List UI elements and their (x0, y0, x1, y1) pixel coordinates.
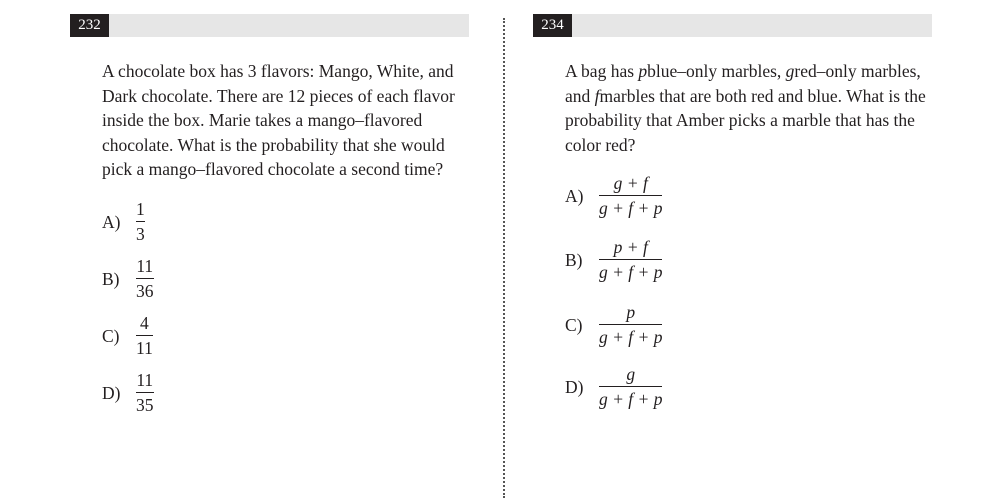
fraction-numerator: p + f (613, 237, 648, 257)
fraction-denominator: 36 (136, 281, 154, 301)
left-page-number: 232 (70, 14, 109, 37)
fraction (599, 173, 662, 218)
variable-f: f (594, 85, 600, 106)
fraction-denominator: g + f + p (599, 389, 663, 409)
question-text-part: marbles that are both red and blue. What is the probability that Amber picks a marble that has the color red? (565, 85, 926, 155)
fraction (136, 256, 154, 301)
fraction-numerator: 4 (140, 313, 149, 333)
fraction-numerator: p (626, 302, 636, 322)
fraction-bar (599, 195, 662, 196)
right-page-header (533, 14, 932, 37)
fraction-bar (136, 392, 154, 393)
fraction-numerator: 11 (136, 256, 154, 276)
fraction-denominator: g + f + p (599, 327, 663, 347)
option-letter: B) (565, 250, 583, 270)
fraction-denominator: 35 (136, 395, 154, 415)
left-page-header (70, 14, 469, 37)
option-letter: C) (102, 326, 120, 346)
question-text-part: A bag has (565, 61, 639, 81)
right-question-text (565, 59, 933, 157)
fraction-bar (599, 386, 662, 387)
fraction-bar (136, 278, 154, 279)
variable-p: p (638, 61, 648, 81)
fraction-numerator: 1 (136, 199, 145, 219)
fraction-bar (136, 221, 145, 222)
fraction-numerator: g (626, 364, 636, 384)
option-letter: D) (565, 377, 584, 397)
option-letter: B) (102, 269, 120, 289)
right-page-number: 234 (533, 14, 572, 37)
fraction (136, 313, 153, 358)
option-letter: C) (565, 315, 583, 335)
option-letter: A) (565, 186, 584, 206)
option-letter: A) (102, 212, 121, 232)
left-question-text: A chocolate box has 3 flavors: Mango, White, and Dark chocolate. There are 12 pieces of each flavor inside the box. Marie takes a mango–flavored chocolate. What is the probability that she would pick a mango–flavored chocolate a second time? (102, 61, 455, 179)
fraction (599, 364, 662, 409)
fraction (136, 199, 145, 244)
option-letter: D) (102, 383, 121, 403)
fraction (599, 237, 662, 282)
fraction-bar (599, 259, 662, 260)
fraction (136, 370, 154, 415)
fraction-denominator: g + f + p (599, 262, 663, 282)
question-text-part: red–only marbles, and (565, 61, 921, 106)
fraction-bar (599, 324, 662, 325)
variable-g: g (785, 61, 795, 81)
fraction-denominator: g + f + p (599, 198, 663, 218)
page-divider (503, 18, 505, 498)
fraction-numerator: g + f (613, 173, 648, 193)
fraction (599, 302, 662, 347)
fraction-numerator: 11 (136, 370, 154, 390)
question-text-part: blue–only marbles, (647, 61, 786, 81)
fraction-denominator: 11 (136, 338, 153, 358)
fraction-denominator: 3 (136, 224, 145, 244)
fraction-bar (136, 335, 153, 336)
